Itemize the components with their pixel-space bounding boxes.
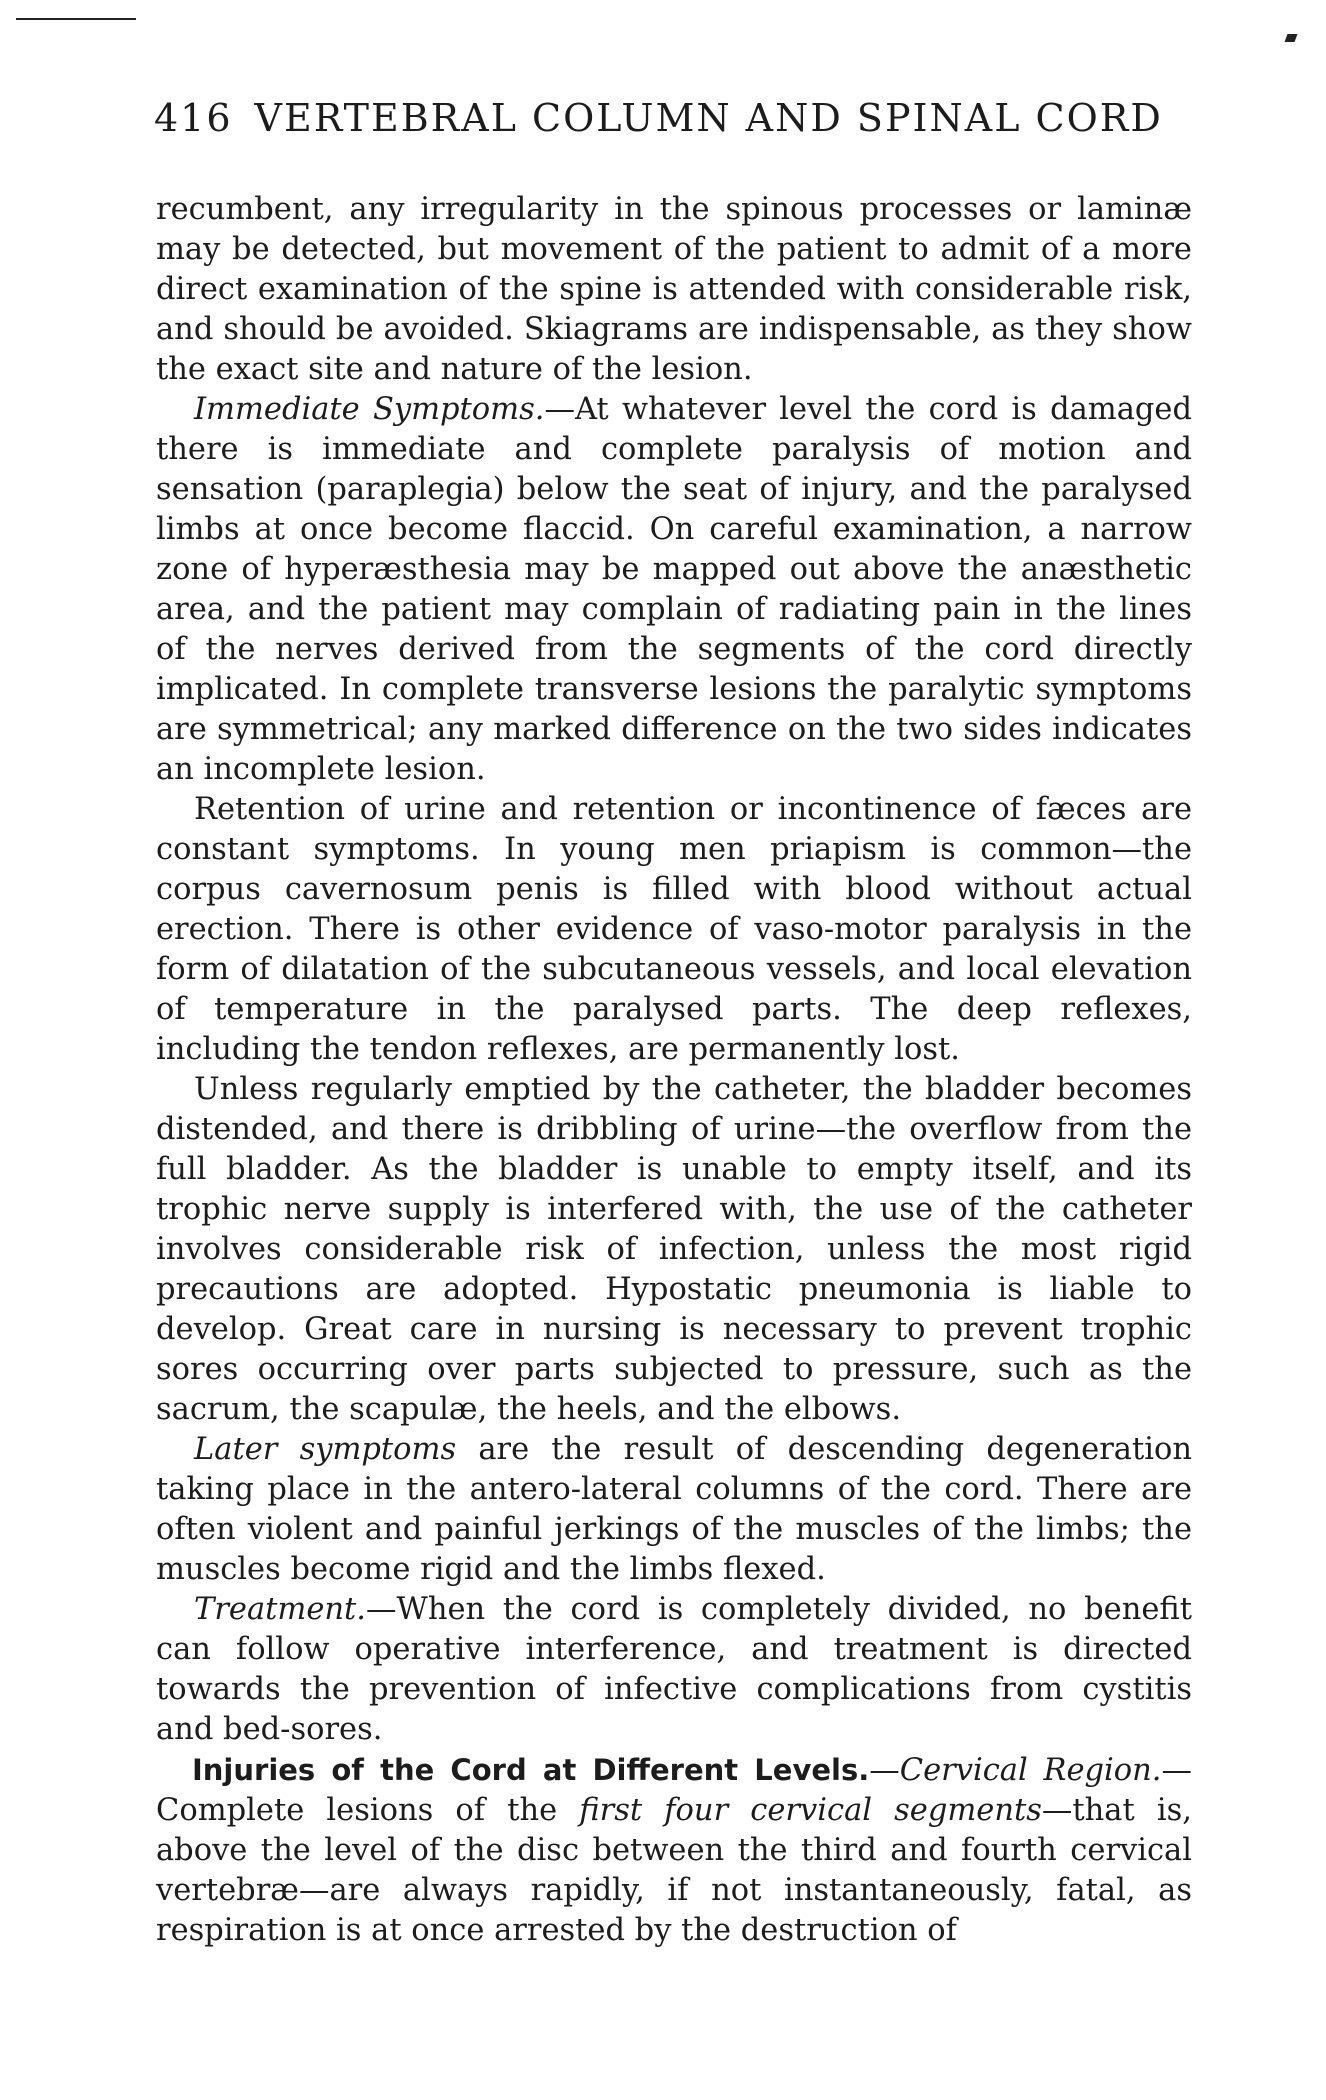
- paragraph-2-text: —At whatever level the cord is damaged there is immediate and complete paralysis of motion and sensation (paraplegia) below the seat of injury, and the paralysed limbs at once become flaccid. On careful examination, a narrow zone of hyperæsthesia may be mapped out above the anæsthetic area, and the patient may complain of radiating pain in the lines of the nerves derived from the segments of the cord directly implicated. In complete transverse lesions the paralytic symptoms are symmetrical; any marked difference on the two sides indicates an incomplete lesion.: [156, 392, 1192, 787]
- section-text-2: —that is, above the level of the disc between the third and fourth cervical vertebræ—are always rapidly, if not instantaneously, fatal, as respiration is at once arrested by the destruction of: [156, 1793, 1192, 1948]
- top-rule: [16, 18, 136, 20]
- paragraph-6-lead: Treatment.: [194, 1592, 366, 1627]
- section-italic-phrase: first four cervical segments: [579, 1793, 1042, 1828]
- paragraph-5-lead: Later symptoms: [194, 1432, 457, 1467]
- paragraph-6-text: —When the cord is completely divided, no benefit can follow operative interference, and treatment is directed towards the prevention of infective complications from cystitis and bed-sores.: [156, 1592, 1192, 1747]
- section-cord-levels: [156, 1750, 1192, 1951]
- paragraph-catheter: [156, 1070, 1192, 1430]
- paragraph-4-text: Unless regularly emptied by the catheter, the bladder becomes distended, and there is dribbling of urine—the overflow from the full bladder. As the bladder is unable to empty itself, and its trophic nerve supply is interfered with, the use of the catheter involves considerable risk of infection, unless the most rigid precautions are adopted. Hypostatic pneumonia is liable to develop. Great care in nursing is necessary to prevent trophic sores occurring over parts subjected to pressure, such as the sacrum, the scapulæ, the heels, and the elbows.: [156, 1072, 1192, 1427]
- paragraph-treatment: [156, 1590, 1192, 1750]
- paragraph-2-lead: Immediate Symptoms.: [194, 392, 545, 427]
- running-header: [154, 96, 1194, 140]
- paragraph-1: [156, 190, 1192, 390]
- running-title: VERTEBRAL COLUMN AND SPINAL CORD: [254, 96, 1163, 140]
- page-body: [156, 190, 1192, 1951]
- paragraph-later-symptoms: [156, 1430, 1192, 1590]
- section-heading: Injuries of the Cord at Different Levels.: [192, 1753, 870, 1787]
- section-text-1: —Complete lesions of the: [156, 1753, 1192, 1828]
- paragraph-1-text: recumbent, any irregularity in the spinous processes or laminæ may be detected, but movement of the patient to admit of a more direct examination of the spine is attended with considerable risk, and should be avoided. Skiagrams are indispensable, as they show the exact site and nature of the lesion.: [156, 192, 1192, 387]
- paragraph-3-text: Retention of urine and retention or incontinence of fæces are constant symptoms. In young men priapism is common—the corpus cavernosum penis is filled with blood without actual erection. There is other evidence of vaso-motor paralysis in the form of dilatation of the subcutaneous vessels, and local elevation of temperature in the paralysed parts. The deep reflexes, including the tendon reflexes, are permanently lost.: [156, 792, 1192, 1067]
- paragraph-retention: [156, 790, 1192, 1070]
- paragraph-immediate-symptoms: [156, 390, 1192, 790]
- section-subheading: Cervical Region.: [899, 1753, 1162, 1788]
- section-dash: —: [869, 1753, 900, 1788]
- corner-mark: [1285, 34, 1298, 42]
- paragraph-5-text: are the result of descending degeneration taking place in the antero-lateral columns of the cord. There are often violent and painful jerkings of the muscles of the limbs; the muscles become rigid and the limbs flexed.: [156, 1432, 1192, 1587]
- page-number: 416: [154, 96, 233, 140]
